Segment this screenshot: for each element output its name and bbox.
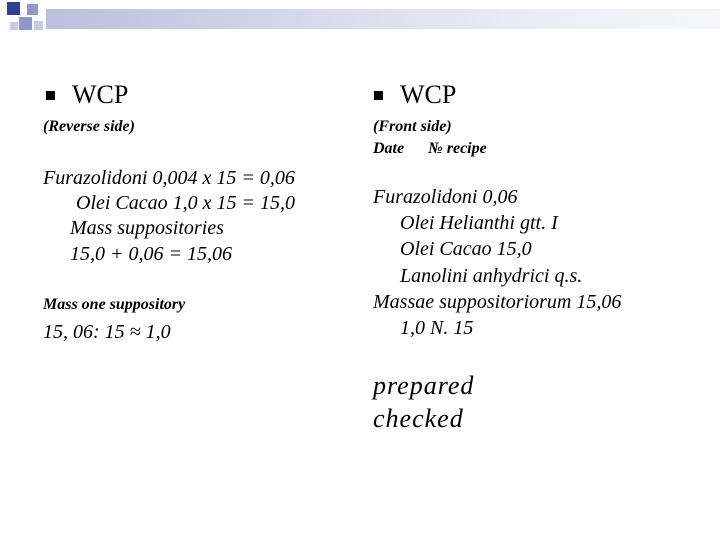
recipe-line: Lanolini anhydrici q.s.	[400, 265, 583, 287]
result-line: 15, 06: 15 ≈ 1,0	[43, 321, 171, 343]
header-bar	[46, 9, 720, 29]
calc-line: 15,0 + 0,06 = 15,06	[70, 243, 232, 265]
date-recipe-line: Date № recipe	[373, 140, 487, 157]
decor-square-icon	[27, 4, 38, 15]
one-suppository-label: Mass one suppository	[43, 296, 186, 313]
left-side-label: (Reverse side)	[43, 118, 135, 135]
bullet-square-icon	[374, 91, 383, 100]
calc-line: Olei Cacao 1,0 x 15 = 15,0	[76, 192, 296, 214]
recipe-line: Olei Helianthi gtt. I	[400, 212, 558, 234]
recipe-line: Massae suppositoriorum 15,06	[373, 291, 622, 313]
decor-square-icon	[19, 17, 32, 30]
decor-square-icon	[34, 21, 43, 30]
left-heading: WCP	[72, 80, 129, 109]
prepared-label: prepared	[373, 371, 475, 400]
recipe-line: 1,0 N. 15	[400, 317, 474, 339]
recipe-line: Olei Cacao 15,0	[400, 238, 532, 260]
bullet-square-icon	[46, 91, 55, 100]
calc-line: Mass suppositories	[70, 217, 224, 239]
checked-label: checked	[373, 404, 464, 433]
calc-line: Furazolidoni 0,004 x 15 = 0,06	[43, 167, 295, 189]
decor-square-icon	[10, 22, 18, 30]
recipe-line: Furazolidoni 0,06	[373, 186, 518, 208]
right-heading: WCP	[400, 80, 457, 109]
right-side-label: (Front side)	[373, 118, 452, 135]
decor-square-icon	[7, 2, 20, 15]
